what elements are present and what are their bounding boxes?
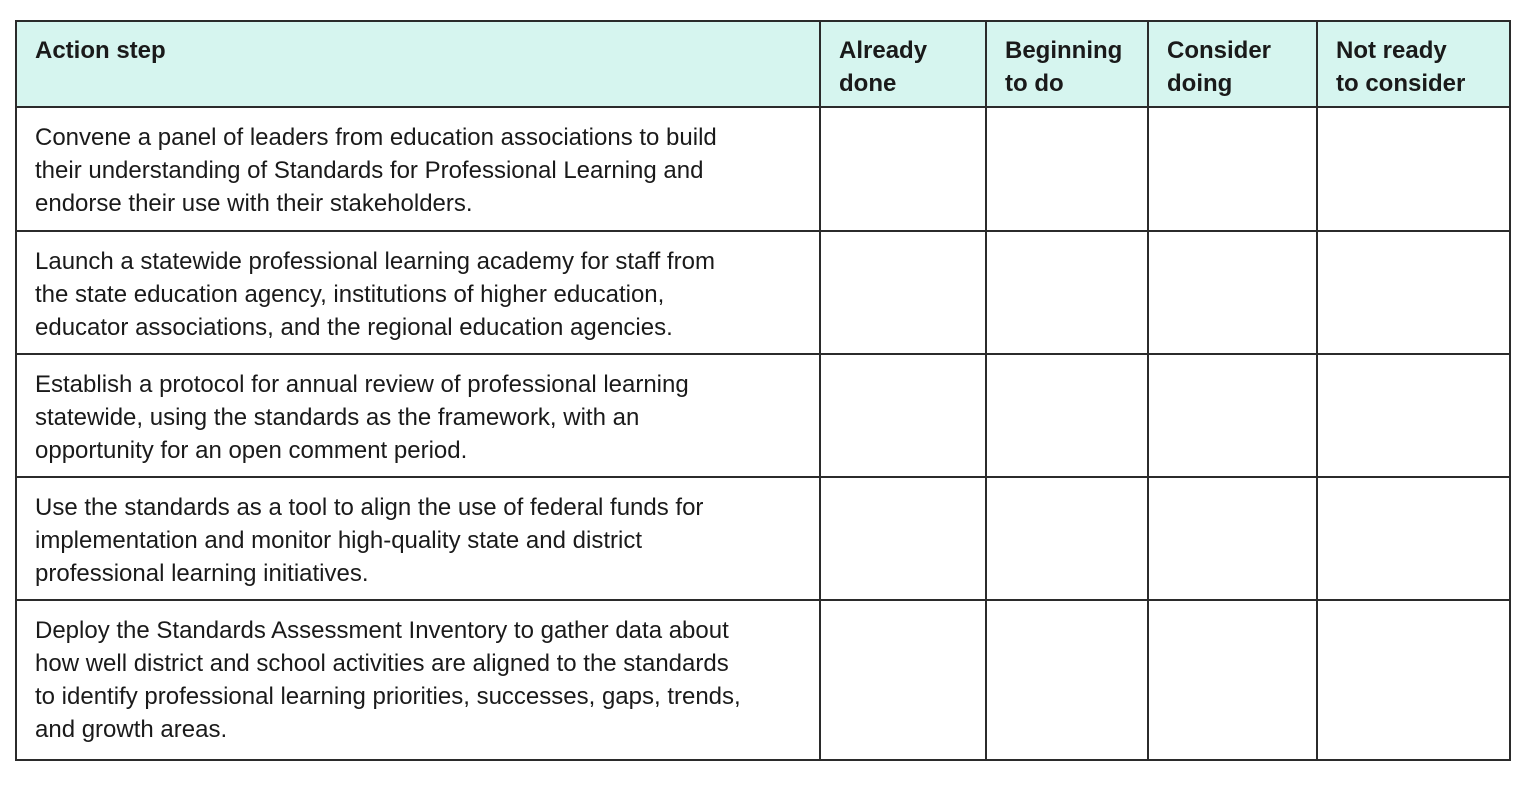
beginning-to-do-cell[interactable] bbox=[986, 477, 1148, 600]
action-line: implementation and monitor high-quality state and district bbox=[35, 527, 642, 554]
action-line: endorse their use with their stakeholders. bbox=[35, 190, 473, 217]
action-line: their understanding of Standards for Professional Learning and bbox=[35, 157, 704, 184]
header-line: Consider bbox=[1167, 37, 1272, 64]
header-line: doing bbox=[1167, 70, 1233, 97]
action-line: to identify professional learning priorities, successes, gaps, trends, bbox=[35, 683, 741, 710]
action-line: statewide, using the standards as the framework, with an bbox=[35, 404, 640, 431]
action-line: Use the standards as a tool to align the use of federal funds for bbox=[35, 494, 704, 521]
consider-doing-cell[interactable] bbox=[1148, 231, 1317, 354]
consider-doing-cell[interactable] bbox=[1148, 600, 1317, 760]
action-line: educator associations, and the regional education agencies. bbox=[35, 314, 673, 341]
action-step-cell bbox=[16, 107, 820, 231]
header-line: to consider bbox=[1336, 70, 1466, 97]
already-done-cell[interactable] bbox=[820, 600, 986, 760]
table-header-row bbox=[16, 21, 1510, 107]
not-ready-cell[interactable] bbox=[1317, 600, 1510, 760]
action-line: Launch a statewide professional learning academy for staff from bbox=[35, 248, 715, 275]
action-line: the state education agency, institutions of higher education, bbox=[35, 281, 665, 308]
already-done-cell[interactable] bbox=[820, 231, 986, 354]
action-line: Deploy the Standards Assessment Inventory to gather data about bbox=[35, 617, 729, 644]
already-done-cell[interactable] bbox=[820, 354, 986, 477]
beginning-to-do-cell[interactable] bbox=[986, 354, 1148, 477]
action-step-cell bbox=[16, 231, 820, 354]
header-already-done bbox=[820, 21, 986, 107]
beginning-to-do-cell[interactable] bbox=[986, 600, 1148, 760]
action-line: and growth areas. bbox=[35, 716, 228, 743]
header-line: Not ready bbox=[1336, 37, 1447, 64]
header-action-step-label: Action step bbox=[35, 37, 166, 64]
action-line: Convene a panel of leaders from education associations to build bbox=[35, 124, 717, 151]
header-action-step bbox=[16, 21, 820, 107]
consider-doing-cell[interactable] bbox=[1148, 477, 1317, 600]
header-line: Beginning bbox=[1005, 37, 1123, 64]
not-ready-cell[interactable] bbox=[1317, 231, 1510, 354]
table-row bbox=[16, 354, 1510, 477]
not-ready-cell[interactable] bbox=[1317, 477, 1510, 600]
not-ready-cell[interactable] bbox=[1317, 354, 1510, 477]
beginning-to-do-cell[interactable] bbox=[986, 107, 1148, 231]
action-step-cell bbox=[16, 600, 820, 760]
action-step-cell bbox=[16, 354, 820, 477]
header-line: done bbox=[839, 70, 897, 97]
action-step-cell bbox=[16, 477, 820, 600]
not-ready-cell[interactable] bbox=[1317, 107, 1510, 231]
beginning-to-do-cell[interactable] bbox=[986, 231, 1148, 354]
action-step-table bbox=[15, 20, 1511, 761]
consider-doing-cell[interactable] bbox=[1148, 107, 1317, 231]
consider-doing-cell[interactable] bbox=[1148, 354, 1317, 477]
action-step-table-container bbox=[15, 20, 1511, 761]
already-done-cell[interactable] bbox=[820, 477, 986, 600]
action-line: Establish a protocol for annual review of professional learning bbox=[35, 371, 689, 398]
table-row bbox=[16, 477, 1510, 600]
header-not-ready bbox=[1317, 21, 1510, 107]
action-line: professional learning initiatives. bbox=[35, 560, 369, 587]
header-consider-doing bbox=[1148, 21, 1317, 107]
table-row bbox=[16, 231, 1510, 354]
action-line: opportunity for an open comment period. bbox=[35, 437, 468, 464]
header-line: Already bbox=[839, 37, 928, 64]
header-line: to do bbox=[1005, 70, 1064, 97]
table-row bbox=[16, 107, 1510, 231]
action-line: how well district and school activities are aligned to the standards bbox=[35, 650, 729, 677]
already-done-cell[interactable] bbox=[820, 107, 986, 231]
table-row bbox=[16, 600, 1510, 760]
header-beginning-to-do bbox=[986, 21, 1148, 107]
